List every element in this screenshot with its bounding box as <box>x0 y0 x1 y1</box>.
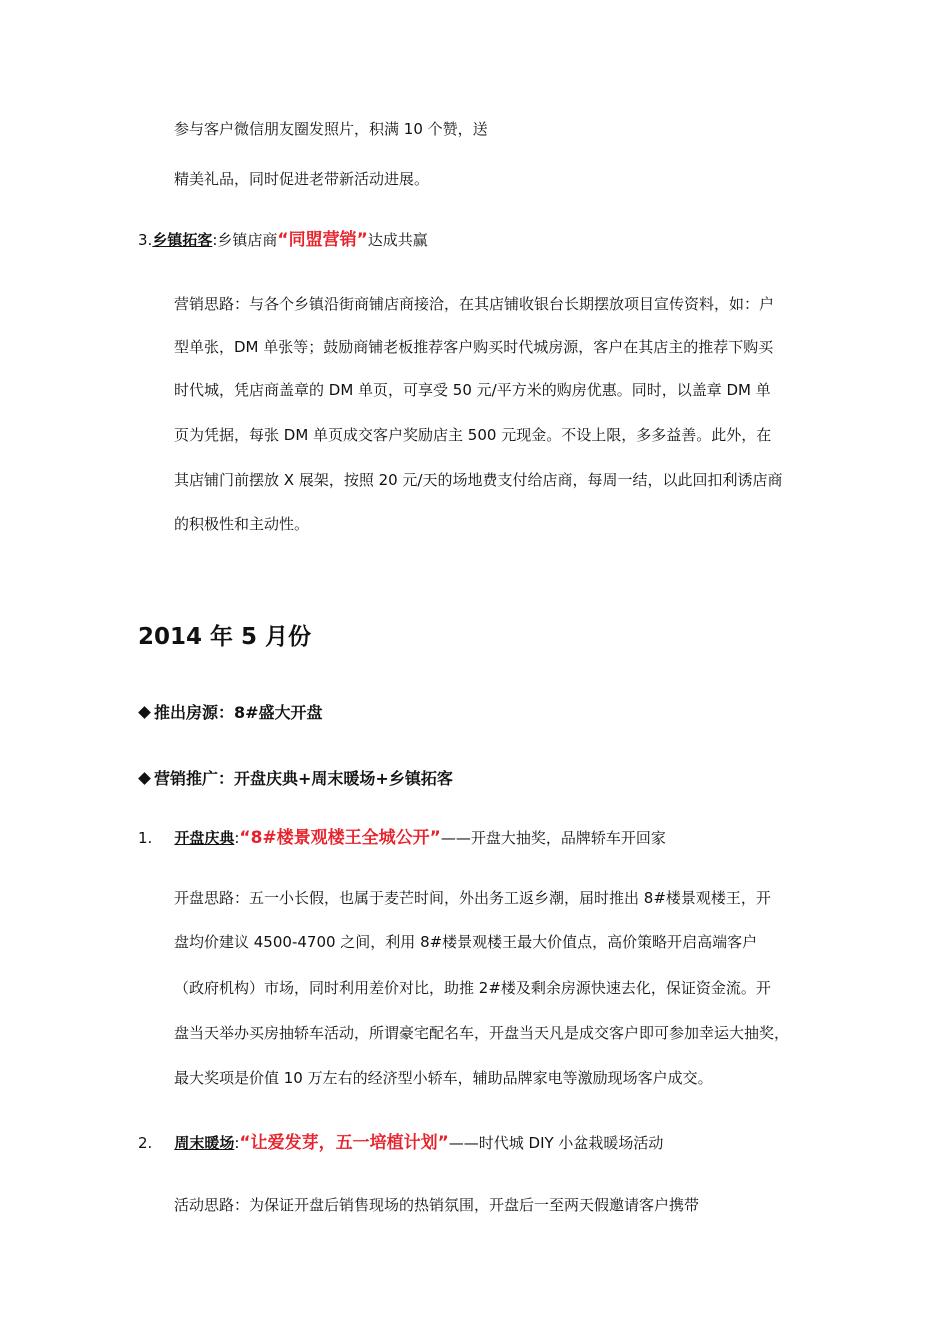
diamond-bullet-icon <box>138 706 151 719</box>
item-subtitle-tail: ——开盘大抽奖，品牌轿车开回家 <box>440 829 666 847</box>
item-subtitle: 乡镇店商 <box>217 231 278 249</box>
bullet-promotion <box>138 766 453 789</box>
item-title: 开盘庆典 <box>174 829 235 847</box>
highlight-text: “同盟营销” <box>277 230 368 250</box>
highlight-text: “让爱发芽，五一培植计划” <box>239 1133 449 1153</box>
item-1-heading <box>138 828 666 848</box>
item-title: 周末暖场 <box>174 1134 235 1152</box>
paragraph-line: 页为凭据，每张 DM 单页成交客户奖励店主 500 元现金。不设上限，多多益善。此外，在 <box>174 426 772 444</box>
body-text-line: 精美礼品，同时促进老带新活动进展。 <box>174 170 430 188</box>
highlight-text: “8#楼景观楼王全城公开” <box>239 828 441 848</box>
paragraph-line: 活动思路：为保证开盘后销售现场的热销氛围，开盘后一至两天假邀请客户携带 <box>174 1196 700 1214</box>
month-heading: 2014 年 5 月份 <box>138 624 312 650</box>
item-number: 1. <box>138 829 153 847</box>
bullet-listing <box>138 700 323 723</box>
item-separator: : <box>234 829 240 847</box>
item-title: 乡镇拓客 <box>152 231 213 249</box>
body-text-line: 参与客户微信朋友圈发照片，积满 10 个赞，送 <box>174 120 488 138</box>
item-3-heading <box>138 230 428 250</box>
paragraph-line: 其店铺门前摆放 X 展架，按照 20 元/天的场地费支付给店商，每周一结，以此回扣利诱店商 <box>174 471 783 489</box>
paragraph-line: 时代城，凭店商盖章的 DM 单页，可享受 50 元/平方米的购房优惠。同时，以盖章 DM 单 <box>174 381 771 399</box>
paragraph-line: 最大奖项是价值 10 万左右的经济型小轿车，辅助品牌家电等激励现场客户成交。 <box>174 1069 713 1087</box>
paragraph-line: 盘均价建议 4500-4700 之间，利用 8#楼景观楼王最大价值点，高价策略开启高端客户 <box>174 933 758 951</box>
item-subtitle-tail: 达成共赢 <box>367 231 428 249</box>
paragraph-line: 营销思路：与各个乡镇沿街商铺店商接洽，在其店铺收银台长期摆放项目宣传资料，如：户 <box>174 295 775 313</box>
paragraph-line: （政府机构）市场，同时利用差价对比，助推 2#楼及剩余房源快速去化，保证资金流。开 <box>174 979 771 997</box>
item-subtitle-tail: ——时代城 DIY 小盆栽暖场活动 <box>448 1134 664 1152</box>
paragraph-line: 型单张，DM 单张等；鼓励商铺老板推荐客户购买时代城房源，客户在其店主的推荐下购买 <box>174 338 774 356</box>
item-separator: : <box>234 1134 240 1152</box>
paragraph-line: 的积极性和主动性。 <box>174 515 310 533</box>
item-number: 3. <box>138 231 153 249</box>
item-separator: : <box>212 231 218 249</box>
paragraph-line: 盘当天举办买房抽轿车活动，所谓豪宅配名车，开盘当天凡是成交客户即可参加幸运大抽奖， <box>174 1024 790 1042</box>
bullet-text: 营销推广：开盘庆典+周末暖场+乡镇拓客 <box>154 769 453 788</box>
item-number: 2. <box>138 1134 153 1152</box>
item-2-heading <box>138 1133 663 1153</box>
diamond-bullet-icon <box>138 772 151 785</box>
paragraph-line: 开盘思路：五一小长假，也属于麦芒时间，外出务工返乡潮，届时推出 8#楼景观楼王，开 <box>174 889 771 907</box>
bullet-text: 推出房源：8#盛大开盘 <box>154 703 323 722</box>
